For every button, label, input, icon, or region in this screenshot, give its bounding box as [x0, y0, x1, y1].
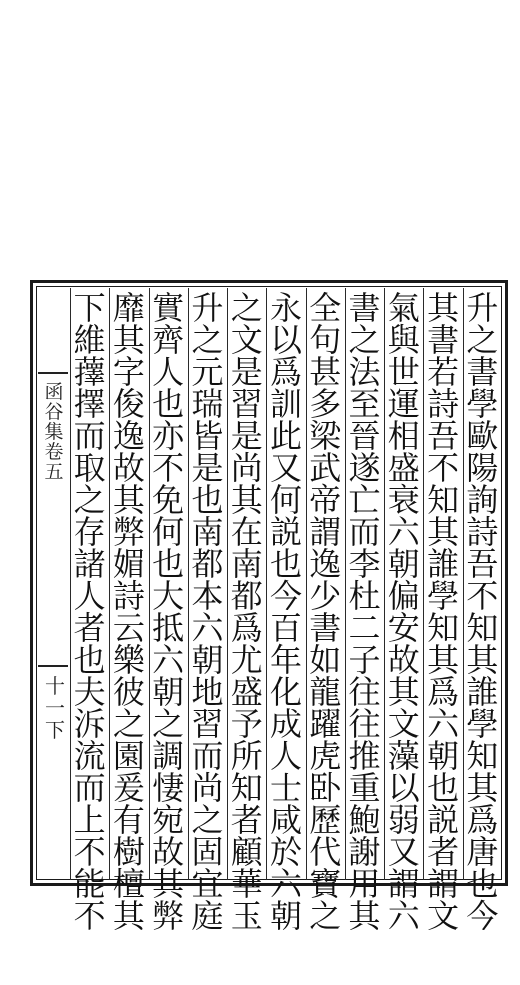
text-column: 氣 與 世 運 相 盛 衰 六 朝 偏 安 故 其 文 藻 以 弱 又 謂 六: [387, 289, 420, 935]
text-column: 下 維 蘀 擇 而 取 之 存 諸 人 者 也 夫 泝 流 而 上 不 能 不: [73, 289, 106, 935]
text-column: 之 文 是 習 是 尚 其 在 南 都 爲 尤 盛 予 所 知 者 顧 華 玉: [230, 289, 263, 935]
column-rule: [423, 288, 424, 880]
column-rule: [384, 288, 385, 880]
margin-column: [36, 290, 70, 880]
column-rule: [188, 288, 189, 880]
column-rule: [70, 288, 71, 880]
margin-book-title: 函 谷 集 卷 五: [44, 381, 64, 483]
column-rule: [463, 288, 464, 880]
column-rule: [306, 288, 307, 880]
column-rule: [149, 288, 150, 880]
column-rule: [227, 288, 228, 880]
fish-tail-mark-top: [38, 372, 68, 374]
fish-tail-mark-bottom: [38, 665, 68, 667]
text-column: 其 書 若 詩 吾 不 知 其 誰 學 知 其 爲 六 朝 也 説 者 謂 文: [427, 289, 460, 935]
text-column: 永 以 爲 訓 此 又 何 説 也 今 百 年 化 成 人 士 咸 於 六 朝: [269, 289, 302, 935]
text-column: 靡 其 字 俊 逸 故 其 弊 媚 詩 云 樂 彼 之 園 爰 有 樹 檀 其: [112, 289, 145, 935]
folio-number: 十 一 下: [45, 674, 65, 742]
column-rule: [109, 288, 110, 880]
text-column: 升 之 元 瑞 皆 是 也 南 都 本 六 朝 地 習 而 尚 之 固 宜 庭: [191, 289, 224, 935]
text-column: 實 齊 人 也 亦 不 免 何 也 大 抵 六 朝 之 調 悽 宛 故 其 弊: [152, 289, 185, 935]
text-column: 書 之 法 至 晉 遂 亡 而 李 杜 二 子 往 往 推 重 鮑 謝 用 其: [348, 289, 381, 935]
text-column: 全 句 甚 多 梁 武 帝 謂 逸 少 書 如 龍 躍 虎 卧 歷 代 寶 之: [309, 289, 342, 935]
column-rule: [266, 288, 267, 880]
column-rule: [345, 288, 346, 880]
text-column: 升 之 書 學 歐 陽 詢 詩 吾 不 知 其 誰 學 知 其 爲 唐 也 今: [466, 289, 499, 935]
